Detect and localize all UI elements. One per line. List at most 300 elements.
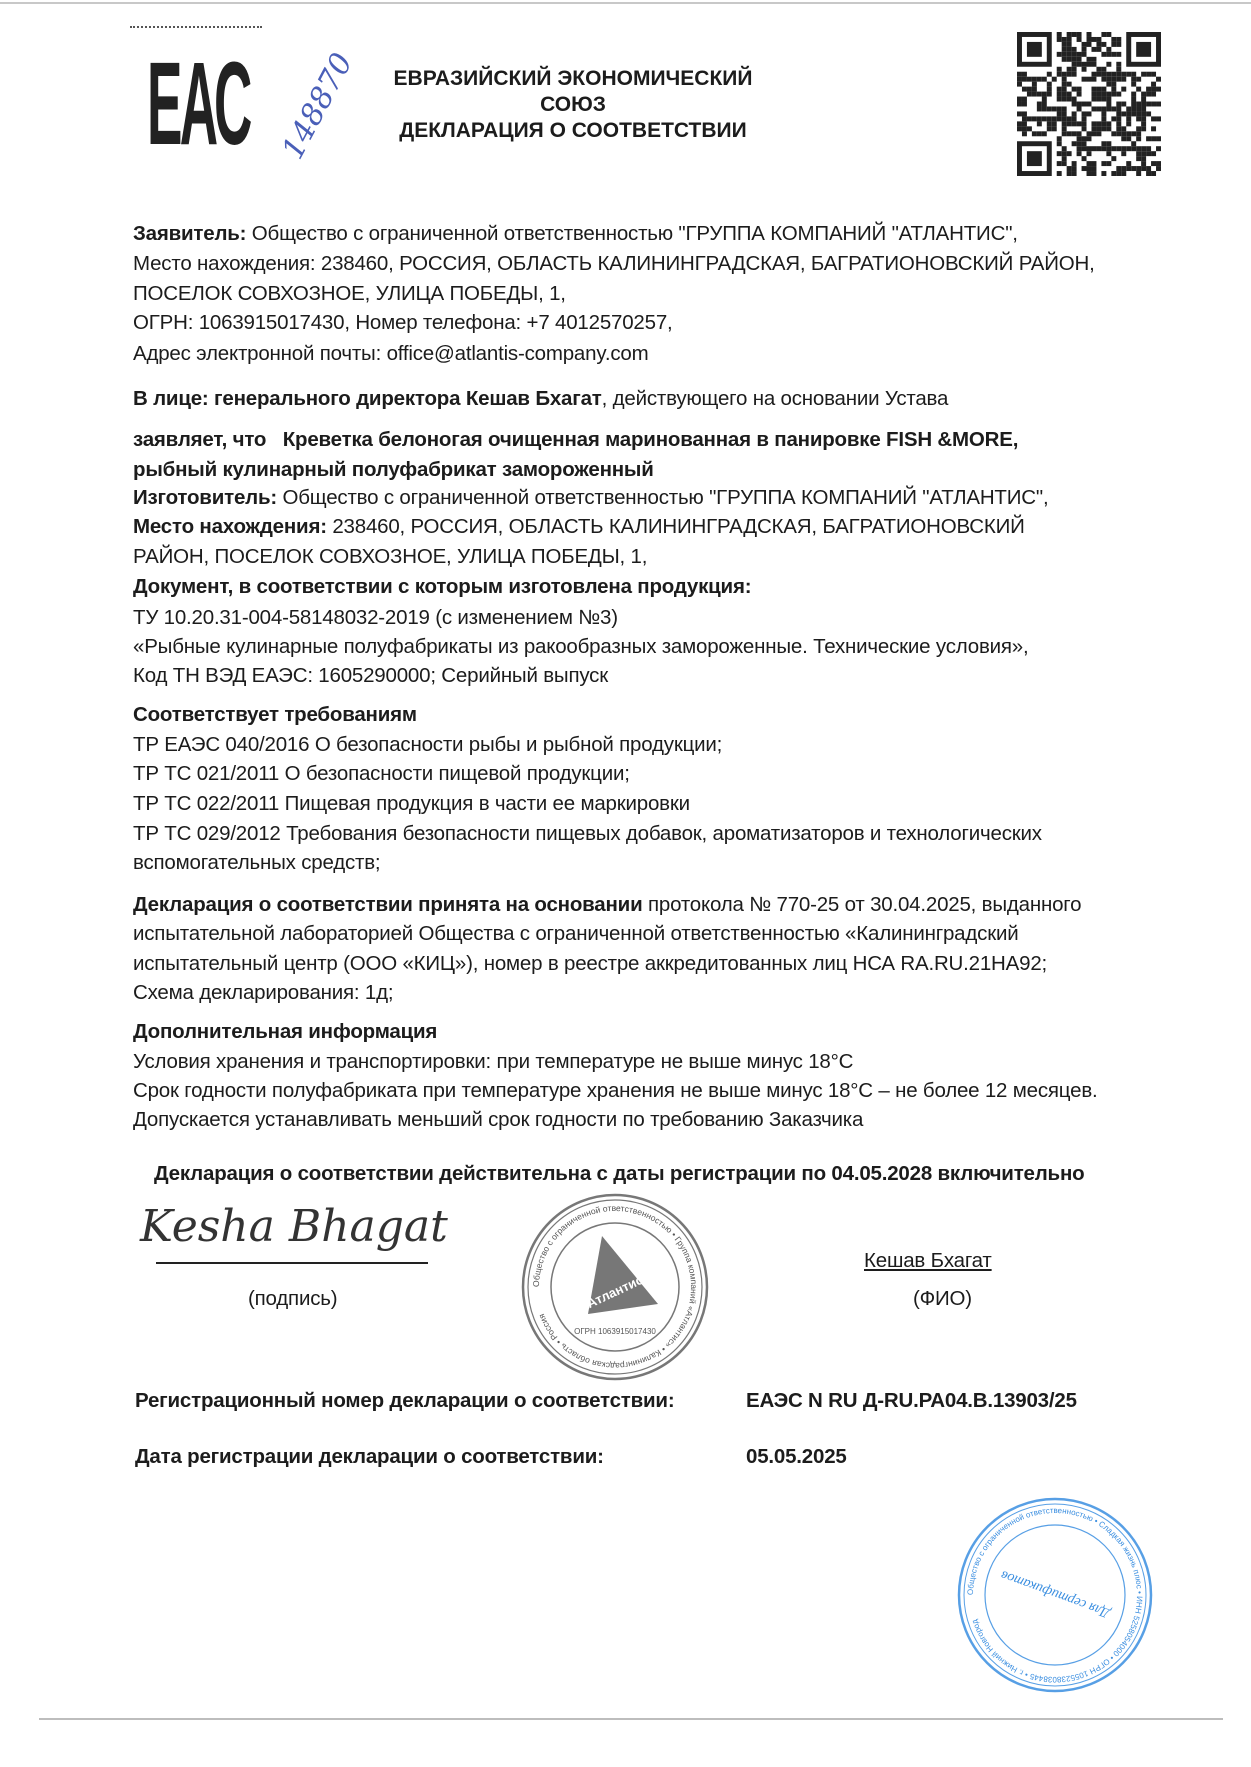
qr-module [1052, 77, 1057, 82]
qr-module [1077, 32, 1082, 37]
qr-module [1062, 126, 1067, 131]
qr-module [1032, 87, 1037, 92]
qr-module [1156, 161, 1161, 166]
qr-module [1151, 87, 1156, 92]
applicant-ogrn-phone: ОГРН: 1063915017430, Номер телефона: +7 4012570257, [133, 311, 673, 334]
document-title: «Рыбные кулинарные полуфабрикаты из ракообразных замороженные. Технические условия», [133, 635, 1029, 658]
qr-module [1077, 121, 1082, 126]
registration-date: 05.05.2025 [746, 1445, 847, 1468]
qr-module [1062, 146, 1067, 151]
qr-module [1017, 121, 1022, 126]
qr-module [1022, 111, 1027, 116]
qr-module [1087, 131, 1092, 136]
qr-module [1087, 62, 1092, 67]
qr-module [1067, 116, 1072, 121]
qr-module [1106, 121, 1111, 126]
qr-module [1091, 166, 1096, 171]
qr-module [1067, 37, 1072, 42]
qr-module [1067, 82, 1072, 87]
qr-module [1146, 146, 1151, 151]
declares-line-1 [133, 428, 1018, 452]
qr-module [1022, 126, 1027, 131]
declares-label: заявляет, что [133, 428, 267, 451]
qr-module [1022, 121, 1027, 126]
qr-module [1121, 126, 1126, 131]
qr-code[interactable] [1017, 32, 1161, 176]
qr-module [1141, 111, 1146, 116]
qr-module [1042, 102, 1047, 107]
manufacturer-address-1 [133, 515, 1025, 539]
qr-module [1062, 52, 1067, 57]
qr-module [1131, 72, 1136, 77]
qr-module [1087, 37, 1092, 42]
applicant-address-2: ПОСЕЛОК СОВХОЗНОЕ, УЛИЦА ПОБЕДЫ, 1, [133, 282, 566, 305]
qr-module [1096, 106, 1101, 111]
qr-module [1072, 87, 1077, 92]
applicant-address-1: Место нахождения: 238460, РОССИЯ, ОБЛАСТЬ КАЛИНИНГРАДСКАЯ, БАГРАТИОНОВСКИЙ РАЙОН, [133, 252, 1095, 275]
title-line-2: СОЮЗ [540, 93, 606, 116]
qr-module [1136, 136, 1141, 141]
qr-module [1101, 52, 1106, 57]
qr-module [1057, 37, 1062, 42]
qr-module [1136, 156, 1141, 161]
qr-module [1067, 42, 1072, 47]
qr-module [1116, 131, 1121, 136]
qr-module [1072, 131, 1077, 136]
manufacturer-address-2: РАЙОН, ПОСЕЛОК СОВХОЗНОЕ, УЛИЦА ПОБЕДЫ, 1, [133, 545, 648, 568]
qr-module [1037, 131, 1042, 136]
qr-module [1091, 72, 1096, 77]
qr-module [1077, 52, 1082, 57]
qr-module [1126, 166, 1131, 171]
qr-module [1042, 106, 1047, 111]
qr-module [1062, 156, 1067, 161]
qr-module [1017, 111, 1022, 116]
qr-module [1072, 52, 1077, 57]
eac-logo: ЕАС [147, 38, 250, 170]
document-code: Код ТН ВЭД ЕАЭС: 1605290000; Серийный выпуск [133, 664, 608, 687]
signature-line [156, 1262, 428, 1264]
qr-module [1022, 97, 1027, 102]
qr-module [1017, 97, 1022, 102]
qr-module [1151, 82, 1156, 87]
qr-module [1027, 116, 1032, 121]
qr-module [1096, 67, 1101, 72]
qr-module [1146, 136, 1151, 141]
qr-module [1062, 42, 1067, 47]
qr-module [1091, 161, 1096, 166]
qr-module [1067, 52, 1072, 57]
registration-number: ЕАЭС N RU Д-RU.РА04.В.13903/25 [746, 1389, 1077, 1412]
qr-module [1027, 92, 1032, 97]
qr-module [1077, 141, 1082, 146]
qr-module [1087, 111, 1092, 116]
qr-module [1146, 171, 1151, 176]
product-name-1: Креветка белоногая очищенная маринованная в панировке FISH &MORE, [282, 428, 1019, 451]
eac-dotted-mark [130, 26, 262, 28]
qr-module [1067, 47, 1072, 52]
qr-module [1072, 57, 1077, 62]
qr-module [1141, 72, 1146, 77]
basis-line-3: испытательный центр (ООО «КИЦ»), номер в реестре аккредитованных лиц НСА RA.RU.21НА92; [133, 952, 1048, 975]
qr-module [1111, 131, 1116, 136]
qr-module [1141, 106, 1146, 111]
qr-module [1136, 126, 1141, 131]
qr-module [1126, 131, 1131, 136]
qr-module [1141, 126, 1146, 131]
qr-module [1057, 97, 1062, 102]
qr-module [1101, 67, 1106, 72]
qr-module [1116, 62, 1121, 67]
qr-module [1091, 37, 1096, 42]
qr-module [1077, 136, 1082, 141]
qr-module [1037, 116, 1042, 121]
qr-module [1017, 72, 1022, 77]
document-tu: ТУ 10.20.31-004-58148032-2019 (с изменением №3) [133, 606, 618, 629]
qr-module [1072, 111, 1077, 116]
qr-module [1022, 131, 1027, 136]
qr-module [1077, 92, 1082, 97]
qr-module [1057, 106, 1062, 111]
qr-module [1141, 166, 1146, 171]
qr-module [1101, 42, 1106, 47]
qr-module [1136, 106, 1141, 111]
qr-module [1096, 146, 1101, 151]
basis-protocol: протокола № 770-25 от 30.04.2025, выданного [642, 893, 1082, 916]
qr-module [1146, 151, 1151, 156]
qr-module [1057, 87, 1062, 92]
qr-module [1052, 116, 1057, 121]
qr-module [1141, 121, 1146, 126]
applicant-label: Заявитель: [133, 222, 247, 245]
qr-module [1101, 171, 1106, 176]
company-stamp-logo: Атлантис [584, 1271, 646, 1312]
qr-module [1082, 62, 1087, 67]
qr-module [1121, 102, 1126, 107]
qr-module [1077, 57, 1082, 62]
qr-module [1121, 72, 1126, 77]
qr-module [1111, 92, 1116, 97]
qr-module [1136, 116, 1141, 121]
basis-line-2: испытательной лабораторией Общества с ограниченной ответственностью «Калининградский [133, 922, 1019, 945]
qr-module [1141, 151, 1146, 156]
qr-module [1091, 131, 1096, 136]
qr-finder [1136, 42, 1151, 57]
additional-line: Срок годности полуфабриката при температуре хранения не выше минус 18°С – не более 12 месяцев. [133, 1079, 1098, 1102]
qr-module [1087, 146, 1092, 151]
company-stamp-ring-text: Общество с ограниченной ответственностью • Группа компаний «Атлантис» • Калининградская область • Россия [530, 1202, 700, 1372]
qr-module [1067, 151, 1072, 156]
qr-module [1072, 171, 1077, 176]
qr-module [1126, 106, 1131, 111]
qr-module [1116, 121, 1121, 126]
qr-module [1126, 72, 1131, 77]
page-bottom-line [39, 1718, 1223, 1720]
qr-module [1106, 92, 1111, 97]
qr-module [1131, 92, 1136, 97]
qr-module [1136, 131, 1141, 136]
qr-module [1087, 102, 1092, 107]
qr-module [1072, 161, 1077, 166]
qr-module [1111, 146, 1116, 151]
qr-module [1151, 126, 1156, 131]
qr-module [1017, 126, 1022, 131]
qr-module [1022, 72, 1027, 77]
qr-module [1111, 52, 1116, 57]
qr-module [1146, 92, 1151, 97]
qr-module [1042, 97, 1047, 102]
qr-module [1106, 161, 1111, 166]
qr-module [1067, 131, 1072, 136]
qr-module [1121, 151, 1126, 156]
applicant-email: Адрес электронной почты: office@atlantis-company.com [133, 342, 649, 365]
qr-module [1087, 171, 1092, 176]
qr-module [1091, 62, 1096, 67]
qr-module [1126, 161, 1131, 166]
registration-date-label: Дата регистрации декларации о соответствии: [135, 1445, 604, 1468]
qr-module [1062, 77, 1067, 82]
qr-module [1116, 72, 1121, 77]
qr-module [1091, 146, 1096, 151]
qr-module [1146, 87, 1151, 92]
qr-module [1022, 77, 1027, 82]
qr-module [1042, 131, 1047, 136]
qr-module [1072, 67, 1077, 72]
qr-module [1136, 102, 1141, 107]
representative-rest: , действующего на основании Устава [601, 387, 949, 410]
qr-module [1047, 116, 1052, 121]
qr-module [1057, 171, 1062, 176]
qr-module [1141, 156, 1146, 161]
qr-module [1106, 102, 1111, 107]
qr-module [1087, 77, 1092, 82]
qr-module [1111, 171, 1116, 176]
company-stamp-ogrn: ОГРН 1063915017430 [574, 1327, 656, 1336]
requirement-item: ТР ЕАЭС 040/2016 О безопасности рыбы и рыбной продукции; [133, 733, 723, 756]
qr-module [1052, 126, 1057, 131]
qr-module [1096, 131, 1101, 136]
qr-module [1047, 126, 1052, 131]
qr-module [1087, 136, 1092, 141]
qr-module [1106, 82, 1111, 87]
requirement-item: ТР ТС 029/2012 Требования безопасности пищевых добавок, ароматизаторов и технологических [133, 822, 1042, 845]
qr-module [1096, 42, 1101, 47]
qr-finder [1027, 151, 1042, 166]
qr-module [1077, 62, 1082, 67]
qr-module [1141, 161, 1146, 166]
qr-module [1126, 146, 1131, 151]
qr-module [1062, 97, 1067, 102]
qr-module [1032, 82, 1037, 87]
qr-module [1116, 111, 1121, 116]
certificate-stamp-center: Для сертификатов [999, 1566, 1112, 1621]
qr-module [1042, 116, 1047, 121]
qr-module [1082, 141, 1087, 146]
qr-module [1101, 111, 1106, 116]
qr-finder [1027, 42, 1042, 57]
document-label: Документ, в соответствии с которым изготовлена продукция: [133, 575, 752, 598]
title-line-1: ЕВРАЗИЙСКИЙ ЭКОНОМИЧЕСКИЙ [393, 67, 753, 90]
qr-module [1121, 166, 1126, 171]
qr-module [1101, 32, 1106, 37]
qr-module [1096, 121, 1101, 126]
qr-module [1047, 92, 1052, 97]
certificate-stamp-ring-text: Общество с ограниченной ответственностью • Сладкая жизнь плюс • ИНН 5258054000 • ОГРН 1055238038445 • г. Нижний Новгород [965, 1505, 1145, 1685]
qr-module [1156, 102, 1161, 107]
qr-module [1062, 111, 1067, 116]
qr-module [1096, 87, 1101, 92]
product-name-2: рыбный кулинарный полуфабрикат замороженный [133, 458, 654, 481]
qr-module [1062, 82, 1067, 87]
qr-module [1121, 171, 1126, 176]
qr-module [1077, 151, 1082, 156]
qr-module [1116, 67, 1121, 72]
qr-module [1027, 87, 1032, 92]
qr-module [1072, 141, 1077, 146]
qr-module [1121, 146, 1126, 151]
qr-module [1091, 97, 1096, 102]
qr-module [1091, 47, 1096, 52]
qr-module [1116, 37, 1121, 42]
qr-module [1126, 136, 1131, 141]
qr-module [1131, 97, 1136, 102]
qr-module [1022, 87, 1027, 92]
qr-module [1072, 121, 1077, 126]
qr-module [1136, 171, 1141, 176]
qr-module [1106, 77, 1111, 82]
qr-module [1067, 67, 1072, 72]
qr-module [1091, 106, 1096, 111]
qr-module [1032, 92, 1037, 97]
qr-module [1116, 171, 1121, 176]
qr-module [1126, 121, 1131, 126]
qr-module [1052, 121, 1057, 126]
representative-label: В лице: генерального директора Кешав Бхагат [133, 387, 602, 410]
qr-module [1091, 87, 1096, 92]
qr-module [1087, 166, 1092, 171]
qr-module [1141, 116, 1146, 121]
certificate-stamp [955, 1495, 1155, 1695]
qr-module [1131, 111, 1136, 116]
manufacturer-address-value: 238460, РОССИЯ, ОБЛАСТЬ КАЛИНИНГРАДСКАЯ, БАГРАТИОНОВСКИЙ [326, 515, 1025, 538]
qr-module [1072, 102, 1077, 107]
qr-module [1091, 77, 1096, 82]
qr-module [1106, 106, 1111, 111]
qr-module [1141, 92, 1146, 97]
qr-module [1047, 106, 1052, 111]
qr-module [1062, 92, 1067, 97]
signature-caption: (подпись) [248, 1287, 338, 1310]
qr-module [1047, 72, 1052, 77]
qr-module [1116, 116, 1121, 121]
qr-module [1106, 146, 1111, 151]
qr-module [1111, 82, 1116, 87]
qr-module [1151, 171, 1156, 176]
qr-module [1082, 126, 1087, 131]
qr-module [1077, 87, 1082, 92]
qr-module [1131, 131, 1136, 136]
qr-module [1106, 32, 1111, 37]
qr-module [1072, 32, 1077, 37]
qr-module [1017, 77, 1022, 82]
qr-module [1096, 97, 1101, 102]
qr-module [1151, 92, 1156, 97]
company-stamp [520, 1192, 710, 1382]
qr-module [1111, 87, 1116, 92]
qr-module [1057, 111, 1062, 116]
basis-line-1 [133, 893, 1081, 917]
qr-module [1156, 166, 1161, 171]
validity-statement: Декларация о соответствии действительна с даты регистрации по 04.05.2028 включительно [154, 1162, 1085, 1185]
qr-module [1101, 97, 1106, 102]
qr-module [1101, 161, 1106, 166]
qr-module [1077, 102, 1082, 107]
qr-module [1082, 111, 1087, 116]
qr-module [1096, 92, 1101, 97]
qr-module [1151, 151, 1156, 156]
qr-module [1101, 121, 1106, 126]
qr-module [1057, 92, 1062, 97]
qr-module [1116, 106, 1121, 111]
qr-module [1101, 126, 1106, 131]
qr-module [1082, 67, 1087, 72]
declaration-scheme: Схема декларирования: 1д; [133, 981, 394, 1004]
qr-module [1077, 146, 1082, 151]
qr-module [1111, 72, 1116, 77]
requirement-item: ТР ТС 022/2011 Пищевая продукция в части ее маркировки [133, 792, 690, 815]
qr-module [1082, 156, 1087, 161]
qr-module [1106, 97, 1111, 102]
qr-module [1106, 72, 1111, 77]
qr-module [1121, 87, 1126, 92]
qr-module [1141, 97, 1146, 102]
qr-module [1156, 116, 1161, 121]
qr-module [1136, 151, 1141, 156]
additional-line: Условия хранения и транспортировки: при температуре не выше минус 18°С [133, 1050, 854, 1073]
qr-module [1057, 161, 1062, 166]
qr-module [1106, 126, 1111, 131]
qr-module [1116, 166, 1121, 171]
signatory-name: Кешав Бхагат [864, 1249, 992, 1272]
qr-module [1111, 77, 1116, 82]
qr-module [1131, 106, 1136, 111]
qr-module [1091, 121, 1096, 126]
qr-module [1087, 151, 1092, 156]
qr-module [1037, 77, 1042, 82]
qr-module [1131, 102, 1136, 107]
qr-module [1057, 67, 1062, 72]
qr-module [1017, 102, 1022, 107]
qr-module [1037, 92, 1042, 97]
qr-module [1096, 47, 1101, 52]
manufacturer-address-label: Место нахождения: [133, 515, 327, 538]
qr-module [1126, 116, 1131, 121]
qr-module [1067, 121, 1072, 126]
qr-module [1067, 92, 1072, 97]
qr-module [1062, 72, 1067, 77]
qr-module [1057, 52, 1062, 57]
qr-module [1072, 72, 1077, 77]
representative-line [133, 387, 948, 411]
qr-module [1057, 72, 1062, 77]
qr-module [1042, 77, 1047, 82]
qr-module [1116, 146, 1121, 151]
qr-module [1146, 102, 1151, 107]
qr-module [1131, 166, 1136, 171]
qr-module [1101, 141, 1106, 146]
additional-line: Допускается устанавливать меньший срок годности по требованию Заказчика [133, 1108, 864, 1131]
qr-module [1072, 116, 1077, 121]
